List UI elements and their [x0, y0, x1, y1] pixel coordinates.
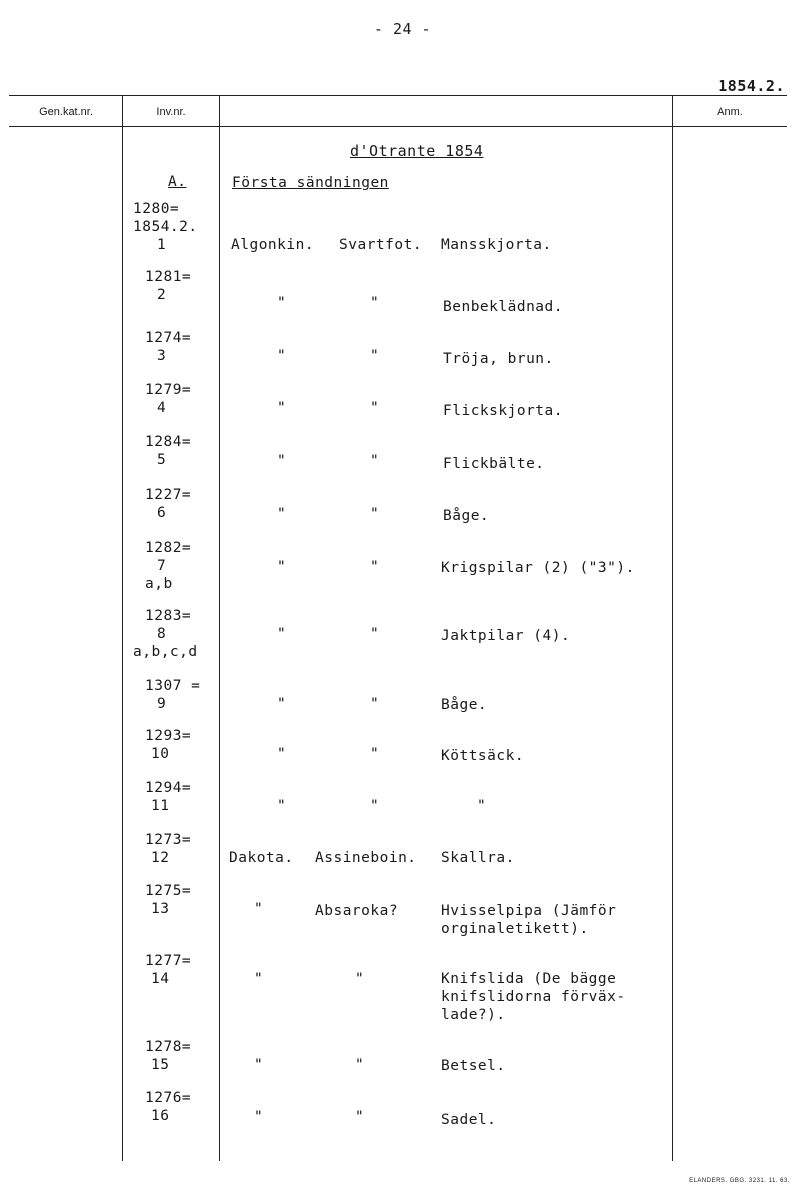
inv-line: 1282= — [145, 540, 192, 556]
inv-line: 12 — [151, 850, 170, 866]
inv-line: a,b — [145, 576, 173, 592]
ditto-mark: " — [370, 506, 380, 522]
ditto-mark: " — [370, 559, 380, 575]
item-description — [441, 970, 626, 1024]
header-gen-kat-nr: Gen.kat.nr. — [39, 106, 93, 118]
ditto-mark: " — [370, 746, 380, 762]
item-description: Jaktpilar (4). — [441, 628, 571, 644]
item-description: Tröja, brun. — [443, 351, 554, 367]
item-line: knifslidorna förväx- — [441, 989, 626, 1005]
ditto-mark: " — [254, 901, 264, 917]
column-divider-desc — [219, 95, 220, 1161]
ditto-mark: " — [370, 400, 380, 416]
tribe-secondary: Assineboin. — [315, 850, 417, 866]
inv-line: 1277= — [145, 953, 192, 969]
inv-line: 1307 = — [145, 678, 201, 694]
inv-line: 1281= — [145, 269, 192, 285]
item-description: Benbeklädnad. — [443, 299, 563, 315]
section-letter: A. — [168, 174, 187, 190]
ditto-mark: " — [254, 971, 264, 987]
ditto-mark: " — [277, 559, 287, 575]
ditto-mark: " — [277, 626, 287, 642]
inv-line: 14 — [151, 971, 170, 987]
ditto-mark: " — [355, 971, 365, 987]
ditto-mark: " — [370, 453, 380, 469]
tribe-primary: Dakota. — [229, 850, 294, 866]
inv-line: 5 — [157, 452, 167, 468]
printer-mark: ELANDERS. GBG. 3231. 11. 63. — [689, 1178, 790, 1184]
tribe-primary: Algonkin. — [231, 237, 315, 253]
inv-number — [133, 486, 213, 522]
inv-line: 15 — [151, 1057, 170, 1073]
item-line: Hvisselpipa (Jämför — [441, 903, 617, 919]
header-bottom-rule — [9, 126, 787, 127]
header-anm: Anm. — [717, 106, 743, 118]
page-number: - 24 - — [373, 20, 432, 38]
inv-line: 9 — [157, 696, 167, 712]
ditto-mark: " — [254, 1109, 264, 1125]
inv-line: 1275= — [145, 883, 192, 899]
item-description: Köttsäck. — [441, 748, 525, 764]
inv-line: 13 — [151, 901, 170, 917]
item-description — [441, 902, 616, 938]
section-title: Första sändningen — [232, 175, 389, 191]
ditto-mark: " — [355, 1109, 365, 1125]
ditto-mark: " — [277, 506, 287, 522]
inv-line: 1227= — [145, 487, 192, 503]
ditto-mark: " — [277, 348, 287, 364]
item-line: Knifslida (De bägge — [441, 971, 617, 987]
item-line: orginaletikett). — [441, 921, 589, 937]
item-description: Sadel. — [441, 1112, 497, 1128]
inv-line: 2 — [157, 287, 167, 303]
inv-line: 3 — [157, 348, 167, 364]
header-inv-nr: Inv.nr. — [156, 106, 186, 118]
ditto-mark: " — [254, 1057, 264, 1073]
item-description: Mansskjorta. — [441, 237, 552, 253]
inv-line: 1283= — [145, 608, 192, 624]
inv-line: 1284= — [145, 434, 192, 450]
inv-line: 16 — [151, 1108, 170, 1124]
ditto-mark: " — [277, 798, 287, 814]
inv-number — [133, 882, 213, 918]
inv-line: 8 — [157, 626, 167, 642]
ditto-mark: " — [277, 295, 287, 311]
inv-number — [133, 268, 213, 304]
inv-line: 1273= — [145, 832, 192, 848]
ditto-mark: " — [370, 626, 380, 642]
inv-line: 1294= — [145, 780, 192, 796]
catalog-code: 1854.2. — [718, 77, 785, 95]
inv-line: 1854.2. — [133, 219, 198, 235]
inv-line: 1276= — [145, 1090, 192, 1106]
item-description: Krigspilar (2) ("3"). — [441, 560, 635, 576]
inv-number — [133, 727, 213, 763]
inv-line: 1 — [157, 237, 167, 253]
inv-number — [133, 433, 213, 469]
ditto-mark: " — [477, 798, 487, 814]
item-description: Skallra. — [441, 850, 515, 866]
inv-number — [133, 779, 213, 815]
ditto-mark: " — [277, 746, 287, 762]
ditto-mark: " — [370, 348, 380, 364]
ditto-mark: " — [355, 1057, 365, 1073]
ditto-mark: " — [277, 453, 287, 469]
inv-number — [133, 831, 213, 867]
inv-line: 1279= — [145, 382, 192, 398]
inv-number — [133, 952, 213, 988]
tribe-secondary: Svartfot. — [339, 237, 423, 253]
ditto-mark: " — [370, 798, 380, 814]
item-description: Flickbälte. — [443, 456, 545, 472]
inv-number — [133, 677, 213, 713]
inv-line: 1274= — [145, 330, 192, 346]
header-top-rule — [9, 95, 787, 96]
inv-number — [133, 200, 213, 254]
ditto-mark: " — [277, 400, 287, 416]
inv-number — [133, 539, 213, 593]
inv-number — [133, 329, 213, 365]
tribe-secondary: Absaroka? — [315, 903, 399, 919]
column-divider-anm — [672, 95, 673, 1161]
inv-line: 10 — [151, 746, 170, 762]
inv-number — [133, 1038, 213, 1074]
inv-line: 4 — [157, 400, 167, 416]
inv-line: 7 — [157, 558, 167, 574]
item-description: Båge. — [441, 697, 488, 713]
ditto-mark: " — [370, 696, 380, 712]
collection-title: d'Otrante 1854 — [350, 142, 484, 160]
inv-number — [133, 381, 213, 417]
inv-number — [133, 1089, 213, 1125]
inv-line: 1278= — [145, 1039, 192, 1055]
inv-line: 6 — [157, 505, 167, 521]
inv-line: 1280= — [133, 201, 180, 217]
item-description: Båge. — [443, 508, 490, 524]
inv-line: 1293= — [145, 728, 192, 744]
inv-number — [133, 607, 213, 661]
item-description: Flickskjorta. — [443, 403, 563, 419]
ditto-mark: " — [370, 295, 380, 311]
inv-line: 11 — [151, 798, 170, 814]
item-line: lade?). — [441, 1007, 506, 1023]
column-divider-inv — [122, 95, 123, 1161]
ditto-mark: " — [277, 696, 287, 712]
inv-line: a,b,c,d — [133, 644, 198, 660]
item-description: Betsel. — [441, 1058, 506, 1074]
